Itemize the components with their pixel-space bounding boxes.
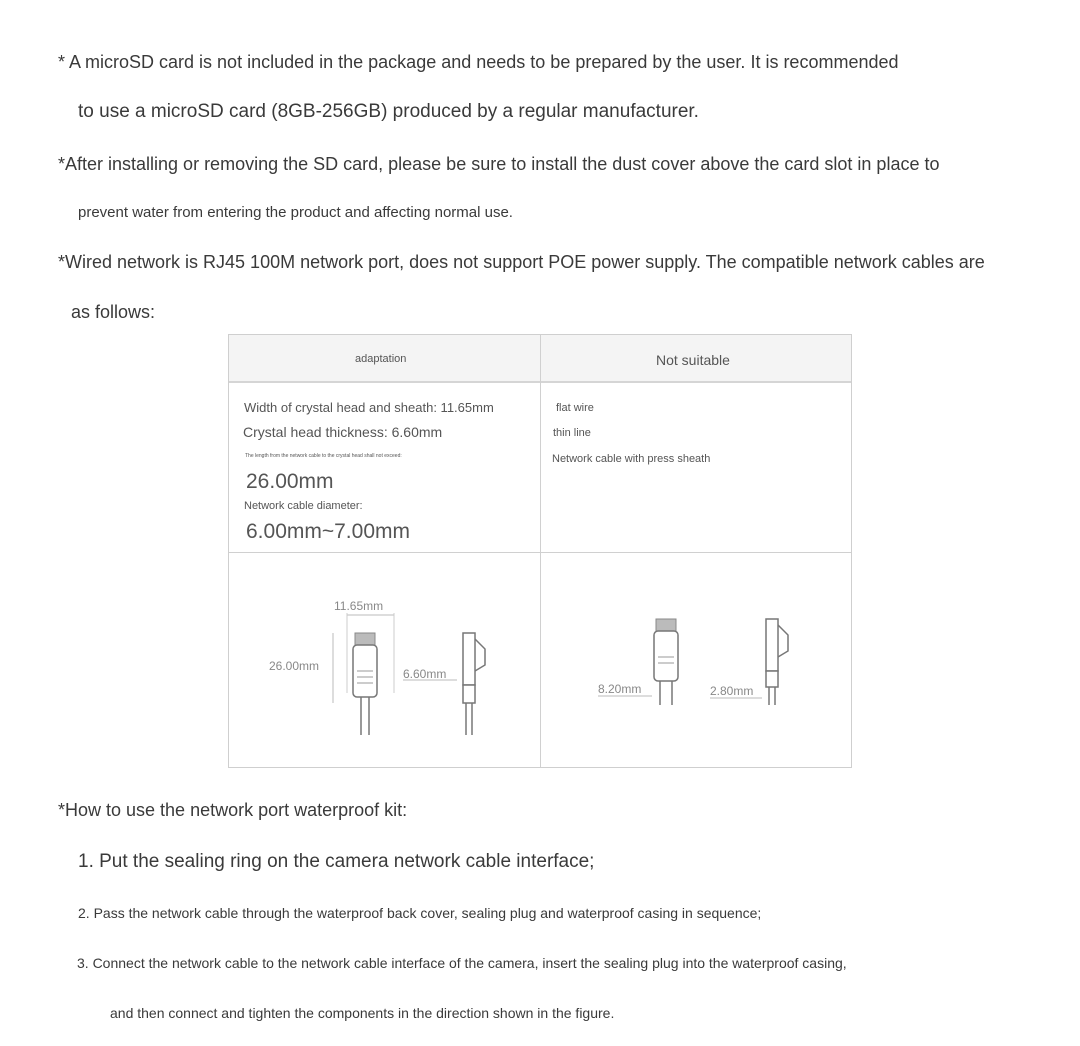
spec-width: Width of crystal head and sheath: 11.65mm [244, 400, 494, 415]
suitable-plug-diagram [229, 553, 540, 767]
table-header-adaptation [229, 335, 540, 383]
header-not-suitable-label: Not suitable [656, 352, 730, 368]
waterproof-kit-title: *How to use the network port waterproof kit: [58, 800, 408, 820]
wired-network-note-cont: as follows: [71, 302, 156, 322]
table-header-not-suitable [540, 335, 851, 383]
spec-thickness: Crystal head thickness: 6.60mm [243, 424, 443, 440]
dust-cover-note-cont: prevent water from entering the product and affecting normal use. [78, 204, 513, 221]
dim-unsuitable-width-label: 8.20mm [598, 682, 642, 696]
spec-length-note: The length from the network cable to the crystal head shall not exceed: [245, 453, 402, 459]
spec-length-value: 26.00mm [246, 470, 334, 493]
dust-cover-note: *After installing or removing the SD card, please be sure to install the dust cover above the card slot in place to [58, 154, 940, 174]
dim-thickness-label: 6.60mm [403, 667, 447, 681]
kit-step-1: 1. Put the sealing ring on the camera network cable interface; [78, 851, 595, 872]
sd-card-note-cont: to use a microSD card (8GB-256GB) produced by a regular manufacturer. [78, 101, 699, 122]
unsuitable-item: Network cable with press sheath [552, 453, 711, 465]
unsuitable-plug-diagram [540, 553, 851, 767]
dim-length-label: 26.00mm [269, 659, 320, 673]
unsuitable-item: flat wire [556, 402, 594, 414]
kit-step-2: 2. Pass the network cable through the waterproof back cover, sealing plug and waterproof casing in sequence; [78, 905, 762, 921]
wired-network-note: *Wired network is RJ45 100M network port, does not support POE power supply. The compatible network cables are [58, 252, 985, 272]
dim-unsuitable-thickness-label: 2.80mm [710, 684, 754, 698]
spec-diameter-value: 6.00mm~7.00mm [246, 520, 410, 543]
sd-card-note: * A microSD card is not included in the package and needs to be prepared by the user. It is recommended [58, 52, 899, 72]
header-adaptation-label: adaptation [355, 353, 407, 365]
cable-compatibility-table [228, 334, 852, 768]
kit-step-3-cont: and then connect and tighten the components in the direction shown in the figure. [110, 1005, 615, 1021]
dim-width-label: 11.65mm [334, 599, 384, 613]
unsuitable-item: thin line [553, 427, 591, 439]
spec-diameter-label: Network cable diameter: [244, 500, 363, 512]
kit-step-3: 3. Connect the network cable to the network cable interface of the camera, insert the sealing plug into the waterproof casing, [77, 955, 847, 971]
